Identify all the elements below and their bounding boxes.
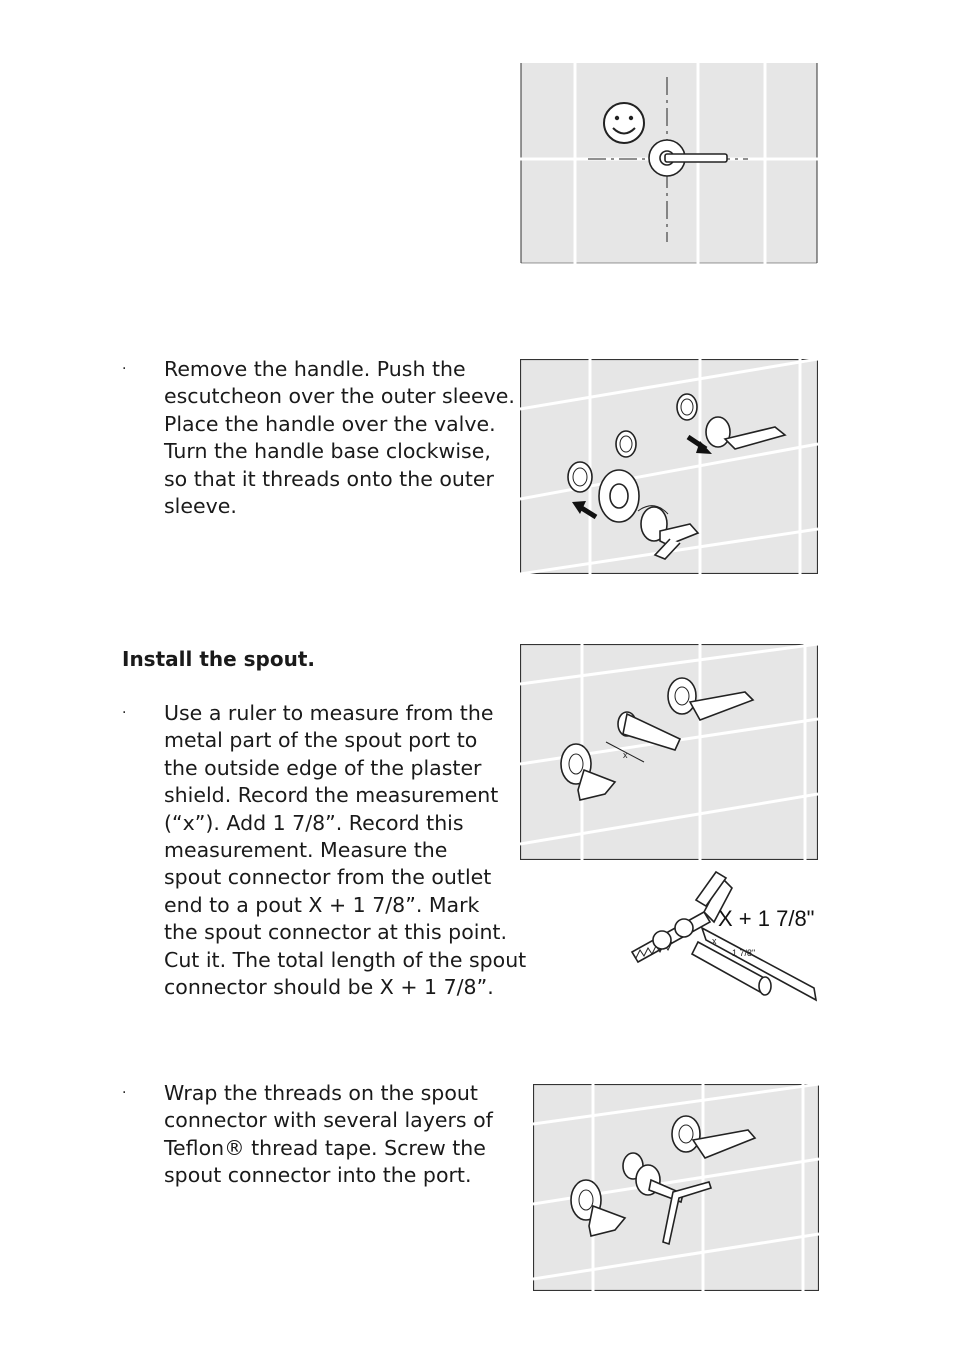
ruler-mark-x: x (712, 936, 717, 946)
figure-cut-spout-connector (628, 870, 820, 1010)
step-measure-spout (122, 700, 526, 1001)
cut-length-label: X + 1 7/8" (718, 906, 815, 931)
bullet-marker: · (122, 705, 127, 721)
figure-handle-aligned (520, 62, 818, 264)
figure-escutcheon-assembly (520, 359, 818, 574)
step-wrap-threads-text: Wrap the threads on the spout connector with several layers of Teflon® thread tape. Screw the spout connector into the port. (164, 1081, 493, 1188)
step-wrap-threads (122, 1080, 493, 1190)
saw-icon (632, 872, 732, 962)
bullet-marker: · (122, 1085, 127, 1101)
step-remove-handle (122, 356, 515, 520)
figure-measure-spout-port (520, 644, 818, 860)
step-measure-spout-text: Use a ruler to measure from the metal part of the spout port to the outside edge of the plaster shield. Record the measurement (“x”). Add 1 7/8”. Record this measurement. Measure the spout connector from the outlet end to a pout X + 1 7/8”. Mark the spout connector at this point. Cut it. The total length of the spout connector should be X + 1 7/8”. (164, 701, 527, 1000)
section-heading-spout: Install the spout. (122, 647, 315, 671)
smiley-icon (604, 103, 644, 143)
step-remove-handle-text: Remove the handle. Push the escutcheon over the outer sleeve. Place the handle over the valve. Turn the handle base clockwise, so that it threads onto the outer sleeve. (164, 357, 515, 519)
measurement-label-x: x (623, 750, 628, 760)
figure-screw-spout-connector (533, 1084, 819, 1291)
ruler-mark-fraction: 1 7/8" (732, 948, 756, 958)
bullet-marker: · (122, 361, 127, 377)
